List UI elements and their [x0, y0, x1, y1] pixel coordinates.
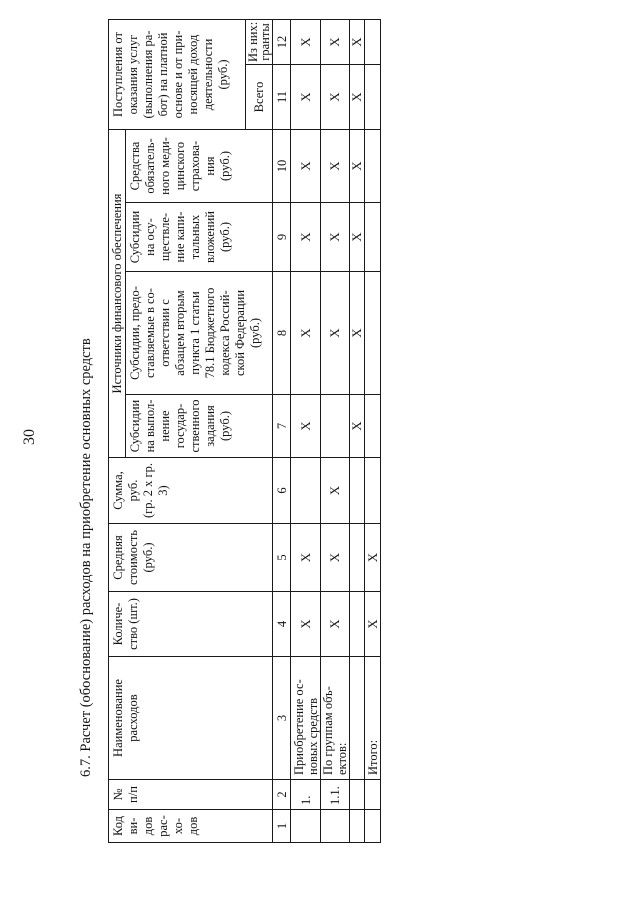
- row-2-quantity: X: [321, 592, 350, 657]
- column-number-8: 8: [273, 272, 291, 395]
- header-paid-grants: Из них: гранты: [246, 20, 273, 65]
- column-number-6: 6: [273, 458, 291, 524]
- total-medical-insurance: [365, 130, 381, 203]
- row-2-paid-total: X: [321, 65, 350, 130]
- row-3-article-78-1-subsidy: X: [350, 272, 365, 395]
- fixed-assets-expenses-table: [108, 19, 381, 843]
- column-number-10: 10: [273, 130, 291, 203]
- row-2-sum: X: [321, 458, 350, 524]
- row-2-article-78-1-subsidy: X: [321, 272, 350, 395]
- total-row: [365, 20, 381, 843]
- row-3-number: [350, 780, 365, 810]
- page-number: 30: [21, 429, 38, 445]
- header-paid-total: Всего: [246, 65, 273, 130]
- column-number-9: 9: [273, 203, 291, 272]
- row-3-medical-insurance: X: [350, 130, 365, 203]
- row-3-sum: [350, 458, 365, 524]
- column-number-12: 12: [273, 20, 291, 65]
- row-1-article-78-1-subsidy: X: [291, 272, 321, 395]
- row-3-quantity: [350, 592, 365, 657]
- row-1-average-cost: X: [291, 524, 321, 592]
- row-3-capital-investment-subsidy: X: [350, 203, 365, 272]
- column-number-4: 4: [273, 592, 291, 657]
- column-number-2: 2: [273, 780, 291, 810]
- column-number-1: 1: [273, 810, 291, 843]
- row-1-state-task-subsidy: X: [291, 395, 321, 458]
- section-title: 6.7. Расчет (обоснование) расходов на приобретение основных средств: [78, 338, 94, 777]
- table-row: [350, 20, 365, 843]
- total-label: Итого:: [365, 657, 381, 780]
- total-code: [365, 810, 381, 843]
- row-3-paid-total: X: [350, 65, 365, 130]
- row-2-state-task-subsidy: [321, 395, 350, 458]
- row-3-average-cost: [350, 524, 365, 592]
- row-1-medical-insurance: X: [291, 130, 321, 203]
- row-1-paid-total: X: [291, 65, 321, 130]
- header-state-task-subsidy: Субсидии на выпол- нение государ- ственного задания (руб.): [126, 395, 273, 458]
- header-row-number: № п/п: [109, 780, 273, 810]
- header-row-top: [109, 20, 126, 843]
- row-3-state-task-subsidy: X: [350, 395, 365, 458]
- column-number-3: 3: [273, 657, 291, 780]
- column-number-11: 11: [273, 65, 291, 130]
- total-paid-grants: [365, 20, 381, 65]
- row-1-quantity: X: [291, 592, 321, 657]
- header-paid-services-income: Поступления от оказания услуг (выполнения ра- бот) на платной основе и от при- носящей доход деятельности (руб.): [109, 20, 246, 130]
- total-state-task-subsidy: [365, 395, 381, 458]
- total-sum: [365, 458, 381, 524]
- header-article-78-1-subsidy: Субсидии, предо- ставляемые в со- ответствии с абзацем вторым пункта 1 статьи 78.1 Бюджетного кодекса Россий- ской Федерации (руб.): [126, 272, 273, 395]
- row-2-medical-insurance: X: [321, 130, 350, 203]
- header-compulsory-medical-insurance: Средства обязатель- ного меди- цинского страхова- ния (руб.): [126, 130, 273, 203]
- total-quantity: X: [365, 592, 381, 657]
- total-number: [365, 780, 381, 810]
- column-number-7: 7: [273, 395, 291, 458]
- table-row: [291, 20, 321, 843]
- total-paid-total: [365, 65, 381, 130]
- total-average-cost: X: [365, 524, 381, 592]
- row-1-number: 1.: [291, 780, 321, 810]
- row-1-code: [291, 810, 321, 843]
- row-1-sum: [291, 458, 321, 524]
- header-sum: Сумма, руб. (гр. 2 х гр. 3): [109, 458, 273, 524]
- header-average-cost: Средняя стоимость (руб.): [109, 524, 273, 592]
- header-expense-type-code: Код ви- дов рас- хо- дов: [109, 810, 273, 843]
- row-1-paid-grants: X: [291, 20, 321, 65]
- row-2-code: [321, 810, 350, 843]
- row-2-paid-grants: X: [321, 20, 350, 65]
- total-capital-investment-subsidy: [365, 203, 381, 272]
- row-3-code: [350, 810, 365, 843]
- row-1-name: Приобретение ос- новых средств: [291, 657, 321, 780]
- row-3-name: [350, 657, 365, 780]
- row-1-capital-investment-subsidy: X: [291, 203, 321, 272]
- header-quantity: Количе- ство (шт.): [109, 592, 273, 657]
- header-capital-investment-subsidy: Субсидии на осу- ществле- ние капи- тальных вложений (руб.): [126, 203, 273, 272]
- total-article-78-1-subsidy: [365, 272, 381, 395]
- row-2-capital-investment-subsidy: X: [321, 203, 350, 272]
- table-row: [321, 20, 350, 843]
- row-3-paid-grants: X: [350, 20, 365, 65]
- column-numbers-row: [273, 20, 291, 843]
- row-2-number: 1.1.: [321, 780, 350, 810]
- row-2-name: По группам объ- ектов:: [321, 657, 350, 780]
- column-number-5: 5: [273, 524, 291, 592]
- header-funding-sources: Источники финансового обеспечения: [109, 130, 126, 458]
- header-expense-name: Наименование расходов: [109, 657, 273, 780]
- row-2-average-cost: X: [321, 524, 350, 592]
